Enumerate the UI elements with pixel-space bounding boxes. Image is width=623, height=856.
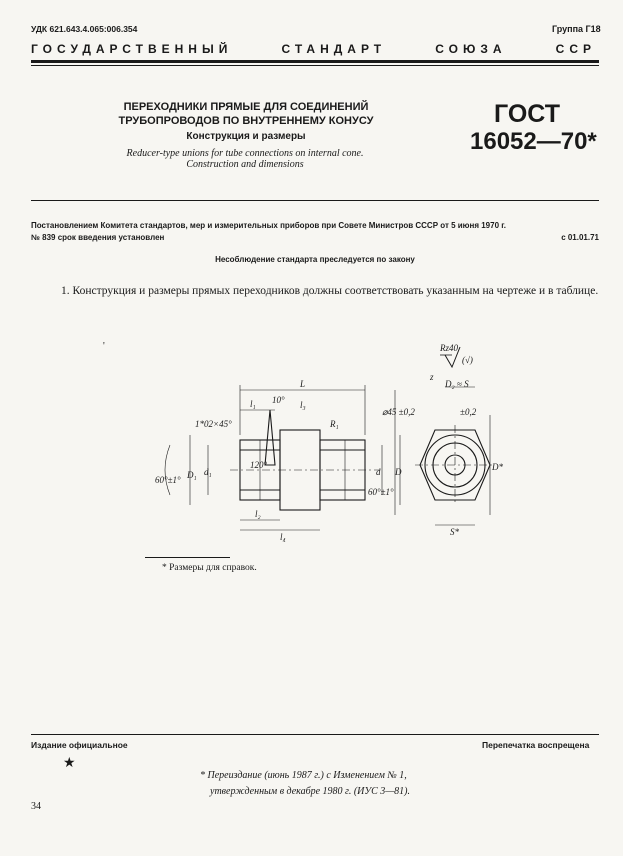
header-rule-thick: [31, 60, 599, 63]
document-subtitle: Конструкция и размеры: [186, 131, 306, 142]
label-l3: l₃: [300, 400, 306, 410]
english-title: [100, 148, 390, 170]
resolution-text: [31, 220, 599, 244]
label-l1: l₁: [250, 399, 256, 409]
roughness-value: Rz40: [440, 343, 458, 353]
star-icon: ★: [63, 756, 76, 771]
banner-word: ГОСУДАРСТВЕННЫЙ: [31, 42, 233, 56]
gost-number: 16052—70*: [470, 128, 597, 155]
footer-rule: [31, 734, 599, 735]
label-l2: l₂: [255, 509, 261, 519]
label-z: z: [430, 372, 434, 382]
label-Rr: R₁: [330, 419, 339, 429]
english-title-line-1: Reducer-type unions for tube connections on internal cone.: [126, 148, 364, 159]
label-L: L: [300, 379, 306, 389]
title-line-1: ПЕРЕХОДНИКИ ПРЯМЫЕ ДЛЯ СОЕДИНЕНИЙ: [123, 101, 369, 113]
label-S: S*: [450, 527, 459, 537]
side-view: [165, 385, 400, 530]
technical-drawing: [100, 335, 503, 545]
label-l4: l₄: [280, 532, 286, 542]
footnote: * Размеры для справок.: [162, 563, 257, 573]
reissue-note: [200, 768, 560, 800]
reissue-line-2: утвержденным в декабре 1980 г. (ИУС 3—81).: [210, 786, 410, 797]
footnote-rule: [145, 557, 230, 558]
header-rule-thin: [31, 65, 599, 66]
resolution-line-1: Постановлением Комитета стандартов, мер и измерительных приборов при Совете Министров СССР от 5 июня 1970 г.: [31, 221, 506, 230]
banner-word: СОЮЗА: [435, 42, 507, 56]
title-line-2: ТРУБОПРОВОДОВ ПО ВНУТРЕННЕМУ КОНУСУ: [118, 115, 374, 127]
udk-code: УДК 621.643.4.065:006.354: [31, 24, 138, 34]
official-edition-label: Издание официальное: [31, 740, 128, 750]
resolution-date: с 01.01.71: [561, 233, 599, 242]
page-number: 34: [31, 801, 41, 812]
label-angle60: 60°±1°: [155, 475, 181, 485]
reissue-line-1: * Переиздание (июнь 1987 г.) с Изменением № 1,: [200, 770, 407, 781]
roughness-paren: (√): [462, 355, 473, 365]
label-dim-tol: ±0,2: [460, 407, 477, 417]
label-d1: d₁: [204, 467, 212, 477]
cone-section: [265, 410, 275, 465]
english-title-line-2: Construction and dimensions: [186, 159, 304, 170]
label-angle60b: 60°±1°: [368, 487, 394, 497]
banner-word: ССР: [555, 42, 596, 56]
section-rule: [31, 200, 599, 201]
label-D2: D₂ ≈ S: [445, 379, 469, 389]
resolution-line-2: № 839 срок введения установлен: [31, 233, 165, 242]
label-d: d: [376, 467, 381, 477]
label-D: D: [395, 467, 402, 477]
edge-mark: ': [103, 341, 105, 352]
group-code: Группа Г18: [552, 24, 601, 34]
enforcement-notice: Несоблюдение стандарта преследуется по закону: [215, 255, 415, 264]
document-title: [116, 100, 376, 128]
label-D1: D₁: [187, 470, 197, 480]
label-dim45: ⌀45 ±0,2: [382, 407, 415, 417]
label-ang120: 120°: [250, 460, 268, 470]
banner-word: СТАНДАРТ: [281, 42, 387, 56]
gost-label: ГОСТ: [494, 100, 560, 128]
label-angle10: 10°: [272, 395, 285, 405]
label-chamfer: 1*02×45°: [195, 419, 232, 429]
clause-1-paragraph: 1. Конструкция и размеры прямых переходников должны соответствовать указанным на чертеже и в таблице.: [61, 285, 599, 297]
label-Dstar: D*: [492, 462, 503, 472]
reprint-prohibited-label: Перепечатка воспрещена: [482, 740, 590, 750]
standard-banner: [31, 42, 596, 56]
